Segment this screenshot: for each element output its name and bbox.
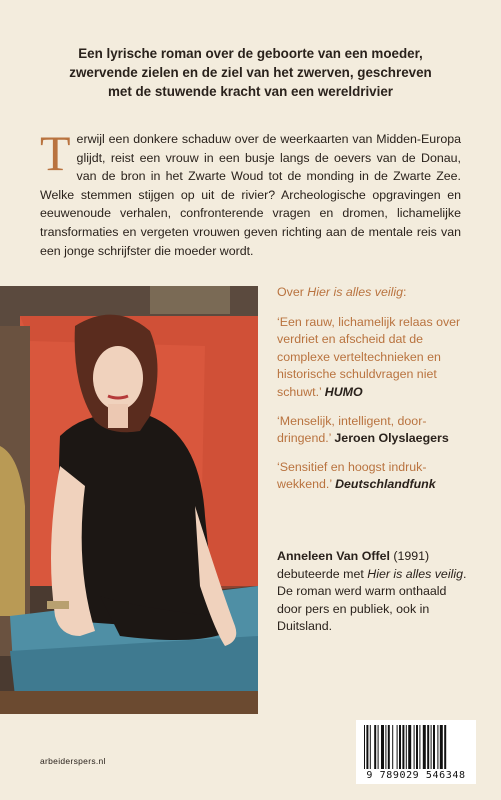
barcode-bar <box>431 725 432 769</box>
author-bio-part: . De roman werd warm onthaald door pers en publiek, ook in Duitsland. <box>277 566 467 634</box>
barcode-bar <box>414 725 415 769</box>
reviews <box>277 284 472 505</box>
publisher-url: arbeiderspers.nl <box>40 756 106 766</box>
tagline-line: Een lyrische roman over de geboorte van een moeder, <box>78 46 423 61</box>
review-source: Deutschlandfunk <box>335 477 436 492</box>
review-source: HUMO <box>324 384 363 399</box>
drop-cap: T <box>40 125 71 181</box>
review-source: Jeroen Olyslaegers <box>334 431 449 446</box>
barcode-bar <box>370 725 371 769</box>
barcode-bars <box>364 725 468 769</box>
author-bio-part: debuteerde met <box>277 566 368 581</box>
barcode-bar <box>388 725 390 769</box>
author-year: (1991) <box>389 549 430 563</box>
reviews-heading-suffix: : <box>403 285 407 299</box>
review-quote <box>277 314 472 402</box>
isbn-number: 9 789029 546348 <box>366 770 466 781</box>
barcode-bar <box>444 725 446 769</box>
barcode-bar <box>419 725 420 769</box>
barcode-bar <box>392 725 393 769</box>
barcode-bar <box>366 725 368 769</box>
reviews-heading <box>277 284 472 302</box>
blurb <box>40 125 461 260</box>
barcode-bar <box>381 725 384 769</box>
reviews-heading-prefix: Over <box>277 285 308 299</box>
barcode-bar <box>416 725 418 769</box>
review-quote <box>277 413 472 448</box>
barcode-bar <box>385 725 386 769</box>
review-text: ‘Menselijk, intelligent, door-dringend.’ <box>277 413 427 446</box>
author-bio-title: Hier is alles veilig <box>367 566 463 581</box>
barcode-bar <box>440 725 443 769</box>
barcode-bar <box>437 725 438 769</box>
barcode-bar <box>433 725 435 769</box>
reviews-heading-title: Hier is alles veilig <box>307 285 404 299</box>
tagline-line: met de stuwende kracht van een wereldrivier <box>107 84 394 99</box>
tagline-line: zwervende zielen en de ziel van het zwerven, geschreven <box>69 65 432 80</box>
barcode-bar <box>364 725 365 769</box>
review-text: ‘Sensitief en hoogst indruk-wekkend.’ <box>277 459 427 492</box>
tagline <box>40 44 461 101</box>
barcode-bar <box>427 725 429 769</box>
barcode-bar <box>399 725 401 769</box>
barcode-bar <box>408 725 411 769</box>
author-bio <box>277 548 472 636</box>
blurb-text: erwijl een donkere schaduw over de weerkaarten van Midden-Europa glijdt, reist een vrouw in een busje langs de oevers van de Donau, van de bron in het Zwarte Woud tot de monding in de Zwarte Zee. Welke stemmen stijgen op uit de rivier? Archeologische opgravingen en eeuwenoude verhalen, confronterende vragen en dromen, lichamelijke transformaties en vergeten vrouwen geven richting aan de mentale reis van een jonge schrijfster die moeder wordt. <box>40 132 461 258</box>
barcode-bar <box>406 725 407 769</box>
barcode-bar <box>423 725 426 769</box>
review-text: ‘Een rauw, lichamelijk relaas over verdriet en afscheid dat de complexe verteltechnieken en historische schuldvragen niet schuwt.’ <box>277 314 461 399</box>
barcode-bar <box>397 725 398 769</box>
author-photo-image <box>0 286 258 714</box>
barcode-bar <box>378 725 379 769</box>
barcode-bar <box>402 725 404 769</box>
barcode <box>356 720 476 784</box>
review-quote <box>277 459 472 494</box>
author-name: Anneleen Van Offel <box>277 549 390 563</box>
barcode-bar <box>374 725 376 769</box>
author-photo <box>0 286 258 714</box>
